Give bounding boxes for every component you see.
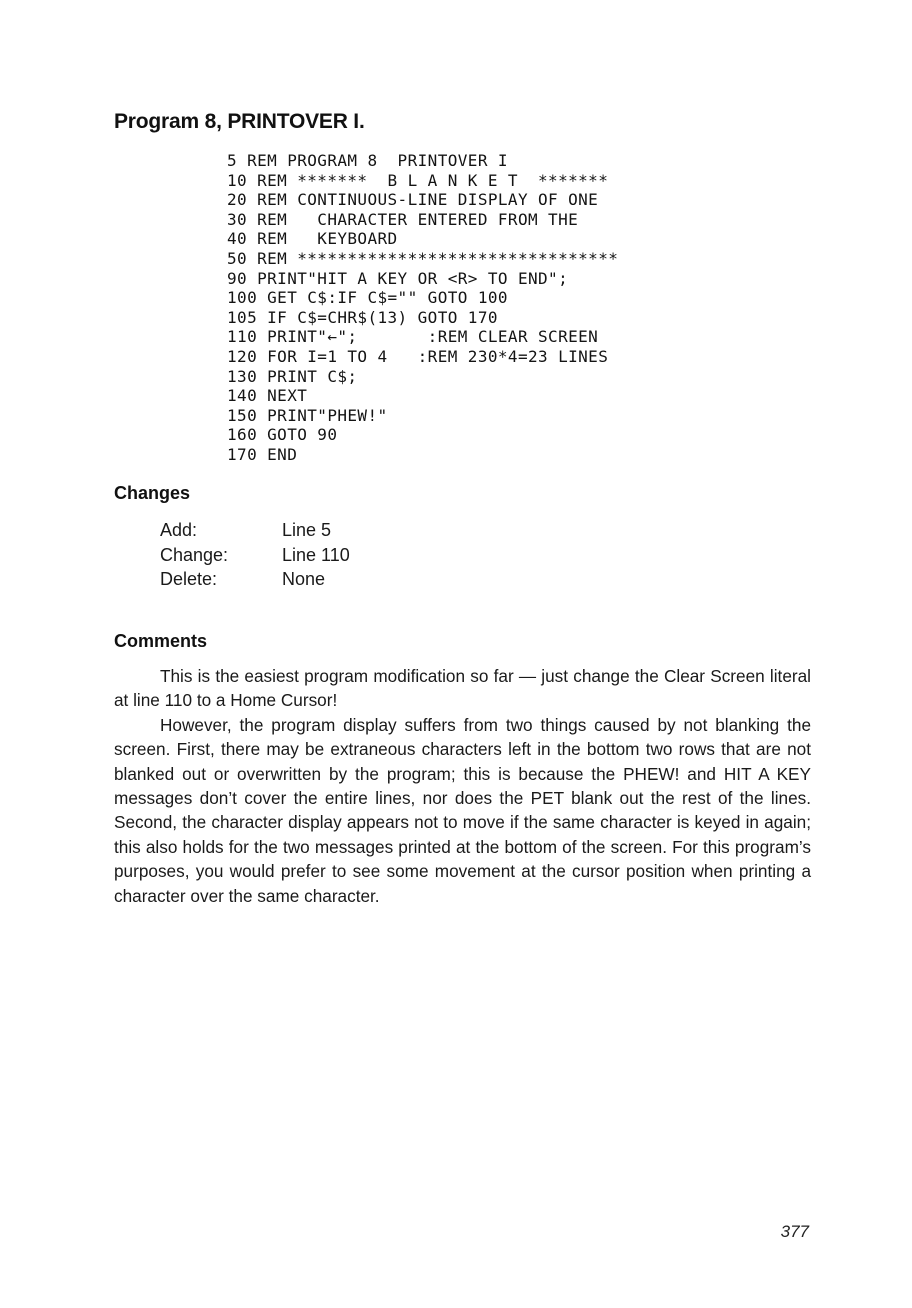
program-listing bbox=[227, 151, 618, 465]
code-line: 100 GET C$:IF C$="" GOTO 100 bbox=[227, 288, 508, 308]
code-line: 110 PRINT"←"; :REM CLEAR SCREEN bbox=[227, 327, 599, 347]
changes-row-change bbox=[160, 543, 350, 568]
code-line: 10 REM ******* B L A N K E T ******* bbox=[227, 170, 609, 190]
code-line: 140 NEXT bbox=[227, 386, 308, 406]
code-line: 40 REM KEYBOARD bbox=[227, 229, 398, 249]
code-line: 150 PRINT"PHEW!" bbox=[227, 405, 388, 425]
change-label: Change: bbox=[160, 544, 229, 565]
page-number: 377 bbox=[780, 1222, 809, 1241]
comment-paragraph: This is the easiest program modification so far — just change the Clear Screen literal at line 110 to a Home Cursor! bbox=[114, 666, 811, 711]
code-line: 160 GOTO 90 bbox=[227, 425, 338, 445]
code-line: 5 REM PROGRAM 8 PRINTOVER I bbox=[227, 151, 508, 170]
code-line: 20 REM CONTINUOUS-LINE DISPLAY OF ONE bbox=[227, 190, 599, 210]
change-label: Delete: bbox=[160, 569, 218, 589]
code-line: 130 PRINT C$; bbox=[227, 366, 358, 386]
change-value: Line 5 bbox=[282, 520, 332, 540]
code-line: 105 IF C$=CHR$(13) GOTO 170 bbox=[227, 307, 498, 327]
change-value: None bbox=[282, 569, 326, 589]
comments-body bbox=[114, 664, 811, 908]
changes-table bbox=[160, 518, 350, 592]
code-line: 170 END bbox=[227, 444, 298, 464]
code-line: 120 FOR I=1 TO 4 :REM 230*4=23 LINES bbox=[227, 346, 609, 366]
program-title: Program 8, PRINTOVER I. bbox=[114, 110, 365, 133]
comment-paragraph: However, the program display suffers from two things caused by not blanking the screen. First, there may be extraneous characters left in the bottom two rows that are not blanked out or overwritten by the program; this is because the PHEW! and HIT A KEY messages don’t cover the entire lines, nor does the PET blank out the rest of the lines. Second, the character display appears not to move if the same character is keyed in again; this also holds for the two messages printed at the bottom of the screen. For this program’s purposes, you would prefer to see some movement at the cursor position when printing a character over the same character. bbox=[114, 714, 811, 906]
code-line: 50 REM ******************************** bbox=[227, 248, 619, 268]
comments-heading: Comments bbox=[114, 631, 208, 651]
code-line: 90 PRINT"HIT A KEY OR <R> TO END"; bbox=[227, 268, 569, 288]
code-line: 30 REM CHARACTER ENTERED FROM THE bbox=[227, 209, 579, 229]
changes-row-delete bbox=[160, 567, 350, 592]
change-value: Line 110 bbox=[282, 544, 350, 565]
changes-heading: Changes bbox=[114, 483, 191, 503]
changes-row-add bbox=[160, 518, 350, 543]
change-label: Add: bbox=[160, 520, 198, 540]
